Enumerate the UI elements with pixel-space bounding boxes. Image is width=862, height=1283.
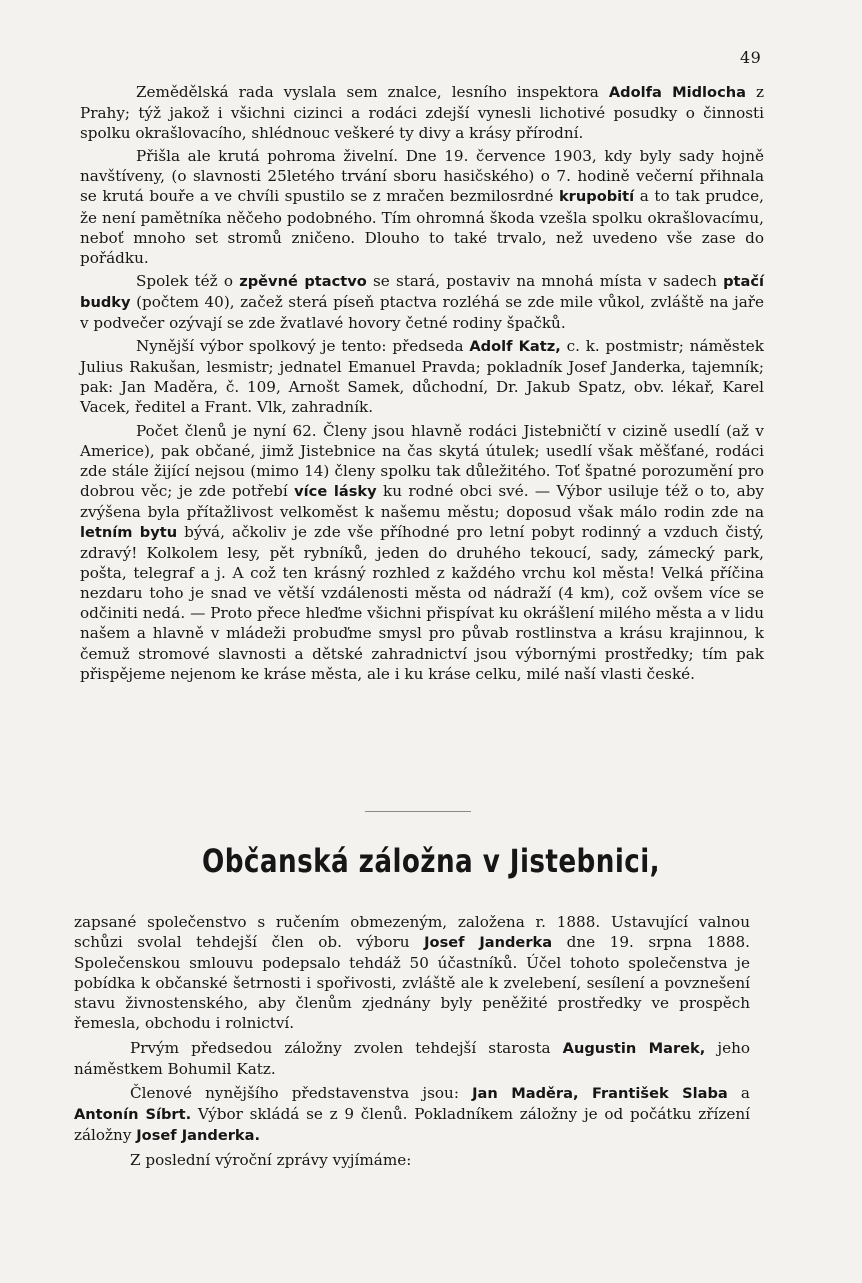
text-run: ku rodné obci své. — Výbor usiluje též o to, aby zvýšena byla přítažlivost velkoměst k našemu městu; doposud však málo rodin zde na bbox=[80, 481, 764, 521]
bold-name: Augustin Marek, bbox=[562, 1039, 706, 1057]
page-number: 49 bbox=[740, 48, 762, 67]
text-run: Nynější výbor spolkový je tento: předseda bbox=[136, 337, 470, 356]
text-run: Zemědělská rada vyslala sem znalce, lesního inspektora bbox=[136, 83, 609, 101]
paragraph-board bbox=[74, 1083, 750, 1146]
bold-name: Adolf Katz, bbox=[469, 338, 561, 356]
bold-term: ptačí budky bbox=[80, 272, 765, 311]
text-run: bývá, ačkoliv je zde vše příhodné pro letní pobyt rodinný a vzduch čistý, zdravý! Kolkolem lesy, pět rybníků, jeden do druhého tekoucí, sady, zámecký park, pošta, telegraf a j. A což ten krásný rozhled z každého vrchu kol města! Velká příčina nezdaru toho je snad ve větší vzdálenosti města od nádraží (4 km), což ovšem více se odčiniti nedá. — Proto přece hleďme všichni přispívat ku okrášlení milého města a v lidu našem a hlavně v mládeži probuďme smysl pro půvab rostlinstva a krásu krajinnou, k čemuž stromové slavnosti a dětské zahradnictví jsou výbornými prostředky; tím pak přispějeme nejenom ke kráse města, ale i ku kráse celku, milé naší vlasti české. bbox=[80, 522, 764, 683]
bold-term: krupobití bbox=[558, 188, 635, 206]
paragraph-inspection bbox=[80, 82, 764, 143]
savings-bank-section bbox=[74, 912, 750, 1174]
text-run: Spolek též o bbox=[136, 271, 240, 290]
text-run: se stará, postaviv na mnohá místa v sadech bbox=[366, 271, 724, 290]
text-run: Členové nynějšího představenstva jsou: bbox=[130, 1083, 473, 1102]
text-run: Prvým předsedou záložny zvolen tehdejší starosta bbox=[130, 1038, 563, 1057]
paragraph-founding bbox=[74, 912, 750, 1034]
bold-term: více lásky bbox=[294, 482, 377, 500]
text-run: dne 19. srpna 1888. Společenskou smlouvu podepsalo tehdáž 50 účastníků. Účel tohoto společenstva je pobídka k občanské šetrnosti i spořivosti, zvláště ale k zvelebení, sesílení a povznešení stavu živnostenského, aby členům zjednány byly peněžité prostředky ve prospěch řemesla, obchodu i rolnictví. bbox=[74, 933, 750, 1033]
text-run: zapsané společenstvo s ručením obmezeným, založena r. 1888. Ustavující valnou schůzi svolal tehdejší člen ob. výboru bbox=[74, 913, 750, 952]
text-run: Z poslední výroční zprávy vyjímáme: bbox=[130, 1151, 412, 1170]
bold-term: zpěvné ptactvo bbox=[239, 272, 367, 290]
text-run: a bbox=[727, 1083, 750, 1102]
text-run: Výbor skládá se z 9 členů. Pokladníkem záložny je od počátku zřízení záložny bbox=[74, 1104, 750, 1144]
section-divider bbox=[365, 811, 471, 812]
paragraph-members bbox=[80, 421, 764, 684]
text-run: (počtem 40), začež sterá píseň ptactva rozléhá se zde mile vůkol, zvláště na jaře v podvečer ozývají se zde žvatlavé hovory četné rodiny špačků. bbox=[80, 292, 764, 333]
paragraph-annual-report bbox=[74, 1150, 750, 1170]
bold-name: Antonín Síbrt. bbox=[74, 1105, 192, 1123]
section-heading: Občanská záložna v Jistebnici, bbox=[202, 842, 660, 880]
text-run: Přišla ale krutá pohroma živelní. Dne 19. července 1903, kdy byly sady hojně navštíveny, (o slavnosti 25letého trvání sboru hasičského) o 7. hodině večerní přihnala se krutá bouře a ve chvíli spustilo se z mračen bezmilosrdné bbox=[80, 147, 764, 206]
bold-name: Jan Maděra, František Slaba bbox=[472, 1084, 728, 1102]
bold-name: Josef Janderka. bbox=[136, 1126, 261, 1144]
paragraph-birds bbox=[80, 271, 764, 333]
text-run: Počet členů je nyní 62. Členy jsou hlavně rodáci Jistebničtí v cizině usedlí (až v Americe), pak občané, jimž Jistebnice na čas skytá útulek; usedlí však měšťané, rodáci zde stále žijící nejsou (mimo 14) členy spolku tak důležitého. Toť špatné porozumění pro dobrou věc; je zde potřebí bbox=[80, 421, 764, 500]
bold-term: letním bytu bbox=[80, 523, 178, 541]
text-run: c. k. postmistr; náměstek Julius Rakušan, lesmistr; jednatel Emanuel Pravda; pokladník Josef Janderka, tajemník; pak: Jan Maděra, č. 109, Arnošt Samek, důchodní, Dr. Jakub Spatz, obv. lékař, Karel Vacek, ředitel a Frant. Vlk, zahradník. bbox=[80, 337, 764, 417]
paragraph-hailstorm bbox=[80, 146, 764, 268]
paragraph-first-chairman bbox=[74, 1038, 750, 1079]
bold-name: Josef Janderka bbox=[424, 934, 553, 952]
article-continuation bbox=[80, 82, 764, 687]
text-run: z Prahy; týž jakož i všichni cizinci a rodáci zdejší vynesli lichotivé posudky o činnosti spolku okrašlovacího, shlédnouc veškeré ty divy a krásy přírodní. bbox=[80, 83, 764, 143]
text-run: a to tak prudce, že není pamětníka něčeho podobného. Tím ohromná škoda vzešla spolku okrašlovacímu, neboť mnoho set stromů zničeno. Dlouho to také trvalo, než uvedeno vše zase do pořádku. bbox=[80, 187, 764, 267]
bold-name: Adolfa Midlocha bbox=[608, 84, 746, 101]
paragraph-committee bbox=[80, 336, 764, 417]
text-run: jeho náměstkem Bohumil Katz. bbox=[74, 1038, 750, 1078]
